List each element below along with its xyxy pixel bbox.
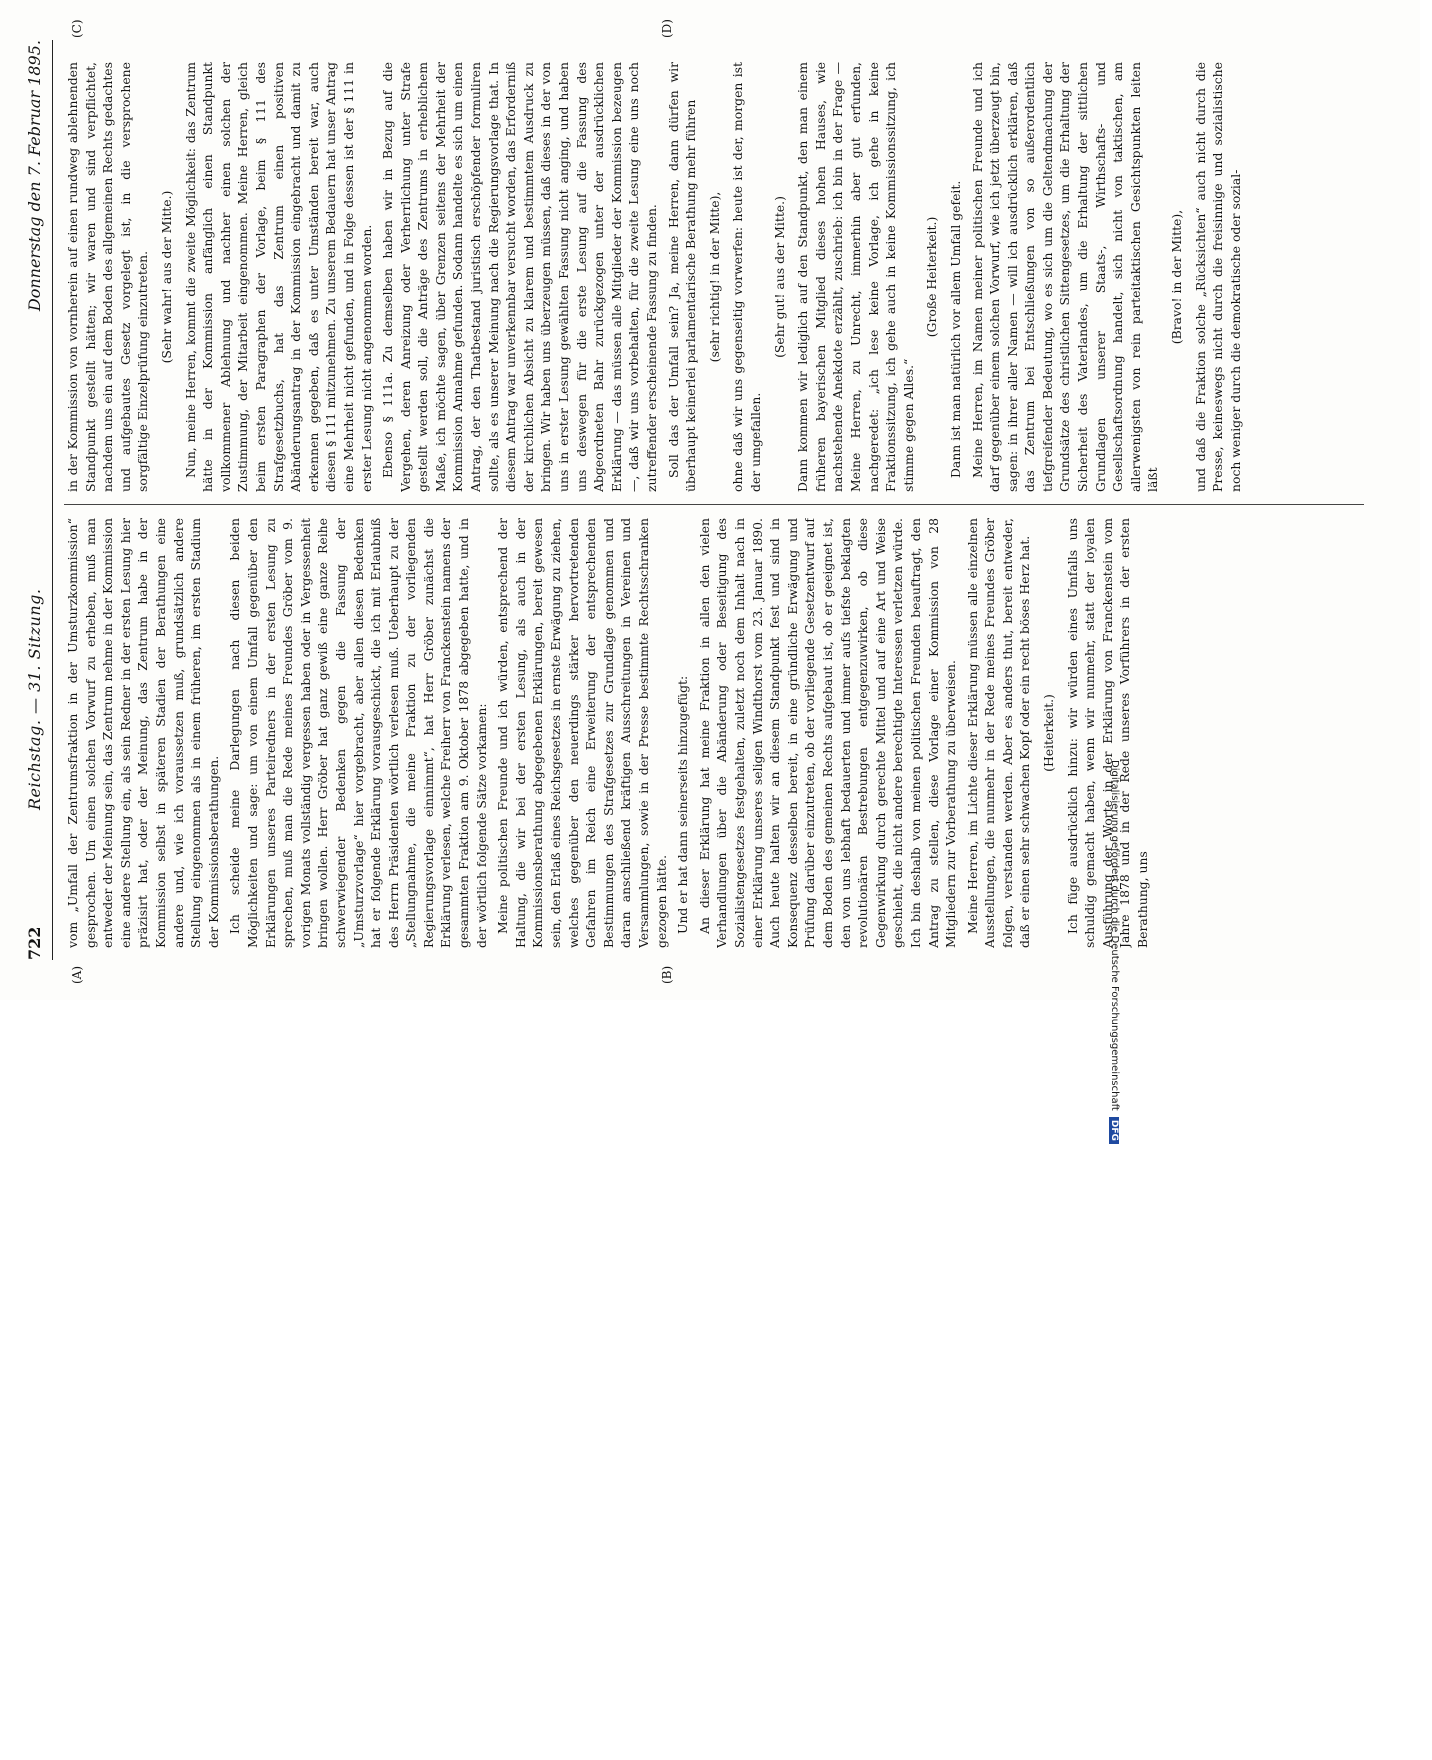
paragraph: Ebenso § 111a. Zu demselben haben wir in Bezug auf die Vergehen, deren Anreizung oder Verherrlichung unter Strafe gestellt werden soll, die Anträge des Zentrums in erheblichem Maße, ich möchte sagen, über Grenzen seitens der Mehrheit der Kommission Annahme gefunden. Sodann handelte es sich um einen Antrag, der den Thatbestand juristisch erschöpfender formuliren sollte, als es unserer Meinung nach die Regierungsvorlage that. In diesem Antrag war unverkennbar versucht worden, das Erforderniß der kirchlichen Absicht zu klarem und bestimmtem Ausdruck zu bringen. Wir haben uns überzeugen müssen, daß dieses in der von uns in erster Lesung gewählten Fassung nicht anging, und haben uns deswegen für die erste Lesung auf die Fassung des Abgeordneten Bahr zurückgezogen unter der ausdrücklichen Erklärung — das müssen alle Mitglieder der Kommission bezeugen —, daß wir uns vorbehalten, für die zweite Lesung eine uns noch zutreffender erscheinende Fassung zu finden. (380, 62, 659, 492)
interjection: (Bravo! in der Mitte), (1169, 209, 1185, 345)
paragraph: Und er hat dann seinerseits hinzugefügt: (675, 675, 691, 934)
paragraph: Ich scheide meine Darlegungen nach diesen beiden Möglichkeiten und sage: um von einem Umfall gegenüber den Erklärungen unseres Parteiredners in der ersten Lesung zu sprechen, muß man die Rede meines Freundes Gröber vom 9. vorigen Monats vollständig vergessen haben oder in Vergessenheit bringen wollen. Herr Gröber hat ganz gewiß eine ganze Reihe schwerwiegender Bedenken gegen die Fassung der „Umsturzvorlage“ hier vorgebracht, aber allen diesen Bedenken hat er folgende Erklärung vorausgeschickt, die ich mit Erlaubniß des Herrn Präsidenten wörtlich verlesen muß. Ueberhaupt zu der „Stellungnahme, die meine Fraktion zu der vorliegenden Regierungsvorlage einnimmt“, hat Herr Gröber zunächst die Erklärung verlesen, welche Freiherr von Franckenstein namens der gesammten Fraktion am 9. Oktober 1878 abgegeben hatte, und in der wörtlich folgende Sätze vorkamen: (227, 518, 489, 948)
interjection: (Heiterkeit.) (1041, 694, 1057, 772)
session-title: Reichstag. — 31. Sitzung. (25, 588, 44, 810)
column-divider (64, 504, 1364, 505)
paragraph: ohne daß wir uns gegenseitig vorwerfen: heute ist der, morgen ist der umgefallen. (730, 62, 763, 492)
quoted-paragraph: An dieser Erklärung hat meine Fraktion in allen den vielen Verhandlungen über die Abänderung oder Beseitigung des Sozialistengesetzes festgehalten, zuletzt noch dem Inhalt nach in einer Erklärung unseres seligen Windthorst vom 23. Januar 1890. Auch heute halten wir an diesem Standpunkt fest und sind in Konsequenz desselben bereit, in eine gründliche Erwägung und Prüfung darüber einzutreten, ob der vorliegende Gesetzentwurf auf dem Boden des gemeinen Rechts aufgebaut ist, ob er geeignet ist, den von uns lebhaft bedauerten und immer aufs tiefste beklagten revolutionären Bestrebungen entgegenzuwirken, ob diese Gegenwirkung durch gerechte Mittel und auf eine Art und Weise geschieht, die nicht andere berechtigte Interessen verletzen würde. Ich bin deshalb von meinen politischen Freunden beauftragt, den Antrag zu stellen, diese Vorlage einer Kommission von 28 Mitgliedern zur Vorberathung zu überweisen. (696, 518, 959, 948)
paragraph: Meine Herren, im Lichte dieser Erklärung müssen alle einzelnen Ausstellungen, die nunmehr in der Rede meines Freundes Gröber folgen, verstanden werden. Aber es anders thut, bereit entweder, daß er einen sehr schwachen Kopf oder ein recht böses Herz hat. (964, 518, 1033, 948)
paragraph: Soll das der Umfall sein? Ja, meine Herren, dann dürfen wir überhaupt keinerlei parlamentarische Berathung mehr führen (665, 62, 699, 492)
paragraph: in der Kommission von vornherein auf einen rundweg ablehnenden Standpunkt gestellt hätten; wir waren und sind verpflichtet, nachdem uns ein auf dem Boden des allgemeinen Rechts gedachtes und aufgebautes Gesetz vorgelegt ist, in die versprochene sorgfältige Einzelprüfung einzutreten. (65, 62, 151, 492)
interjection: (Große Heiterkeit.) (924, 216, 940, 338)
credit-text: Digitalisierung gefördert durch die Deutsche Forschungsgemeinschaft (1109, 760, 1120, 1111)
margin-marker-a: (A) (70, 965, 84, 984)
session-date: Donnerstag den 7. Februar 1895. (25, 40, 44, 312)
interjection: (sehr richtig! in der Mitte), (706, 191, 722, 363)
page-number: 722 (25, 926, 44, 960)
paragraph: vom „Umfall der Zentrumsfraktion in der Umsturzkommission“ gesprochen. Um einen solchen Vorwurf zu erheben, muß man entweder der Meinung sein, das Zentrum nehme in der Kommission eine andere Stellung ein, als sein Redner in der ersten Lesung hier präzisirt hat, oder der Meinung, das Zentrum habe in der Kommission selbst in späteren Stadien der Berathungen eine andere und, wie ich voraussetzen muß, grundsätzlich andere Stellung eingenommen als in einem früheren, im ersten Stadium der Kommissionsberathungen. (65, 518, 221, 948)
interjection: (Sehr gut! aus der Mitte.) (771, 196, 787, 358)
paragraph: Ich füge ausdrücklich hinzu: wir würden eines Umfalls uns schuldig gemacht haben, wenn wir nunmehr, statt der loyalen Ausführung der Worte in der Erklärung von Franckenstein vom Jahre 1878 und in der Rede unseres Vorführers in der ersten Berathung, uns (1064, 518, 1151, 948)
paragraph: Dann kommen wir lediglich auf den Standpunkt, den man einem früheren bayerischen Mitglied dieses hohen Hauses, wie nachstehende Anekdote erzählt, zuschrieb: ich bin in der Frage — Meine Herren, zu Unrecht, immerhin aber gut erfunden, nachgeredet: „ich lese keine Vorlage, ich gehe in keine Fraktionssitzung, ich gehe auch in keine Kommissionssitzung, ich stimme gegen Alles.“ (795, 62, 916, 492)
interjection: (Sehr wahr! aus der Mitte.) (158, 190, 174, 364)
paragraph: Nun, meine Herren, kommt die zweite Möglichkeit: das Zentrum hätte in der Kommission anfänglich einen Standpunkt vollkommener Ablehnung und nachher einen solchen der Zustimmung, der Mitarbeit eingenommen. Meine Herren, gleich beim ersten Paragraphen der Vorlage, beim § 111 des Strafgesetzbuchs, hat das Zentrum einen positiven Abänderungsantrag in der Kommission eingebracht und damit zu erkennen gegeben, daß es unter Umständen bereit war, auch diesen § 111 mitzunehmen. Zu unserem Bedauern hat unser Antrag eine Mehrheit nicht gefunden, und in Folge dessen ist der § 111 in erster Lesung nicht angenommen worden. (182, 62, 374, 492)
dfg-logo: DFG (1109, 1117, 1119, 1144)
paragraph: und daß die Fraktion solche „Rücksichten“ auch nicht durch die Presse, keineswegs nicht durch die freisinnige und sozialistische noch weniger durch die demokratische oder sozial- (1192, 62, 1243, 492)
right-column (64, 62, 1364, 492)
margin-marker-d: (D) (660, 19, 674, 38)
quoted-paragraph: Meine politischen Freunde und ich würden, entsprechend der Haltung, die wir bei der ersten Lesung, als auch in der Kommissionsberathung abgegebenen Erklärungen, bereit gewesen sein, den Erlaß eines Reichsgesetzes in ernste Erwägung zu ziehen, welches gegenüber den neuerdings stärker hervortretenden Gefahren im Reich eine Erweiterung der entsprechenden Bestimmungen des Strafgesetzes zur Grundlage genommen und daran anschließend kräftigen Ausschreitungen in Vereinen und Versammlungen, sowie in der Presse bestimmte Rechtsschranken gezogen hätte. (495, 518, 669, 948)
left-column (64, 518, 1364, 948)
digitization-credit (1109, 760, 1120, 1760)
page-header (18, 40, 53, 960)
margin-marker-b: (B) (660, 965, 674, 984)
margin-marker-c: (C) (70, 19, 84, 38)
paragraph: Meine Herren, im Namen meiner politischen Freunde und ich darf gegenüber einem solchen Vorwurf, wie ich jetzt überzeugt bin, sagen: in ihrer aller Namen — will ich ausdrücklich erklären, daß das Zentrum bei Entschließungen von so außerordentlich tiefgreifender Bedeutung, wo es sich um die Geltendmachung der Grundsätze des christlichen Sittengesetzes, um die Erhaltung der Sicherheit des Vaterlandes, um die Erhaltung der sittlichen Grundlagen unserer Staats-, Wirthschafts- und Gesellschaftsordnung handelt, sich nicht von taktischen, am allerwenigsten von rein parteitaktischen Gesichtspunkten leiten läßt (969, 62, 1161, 492)
paragraph: Dann ist man natürlich vor allem Umfall gefeit. (947, 180, 963, 478)
